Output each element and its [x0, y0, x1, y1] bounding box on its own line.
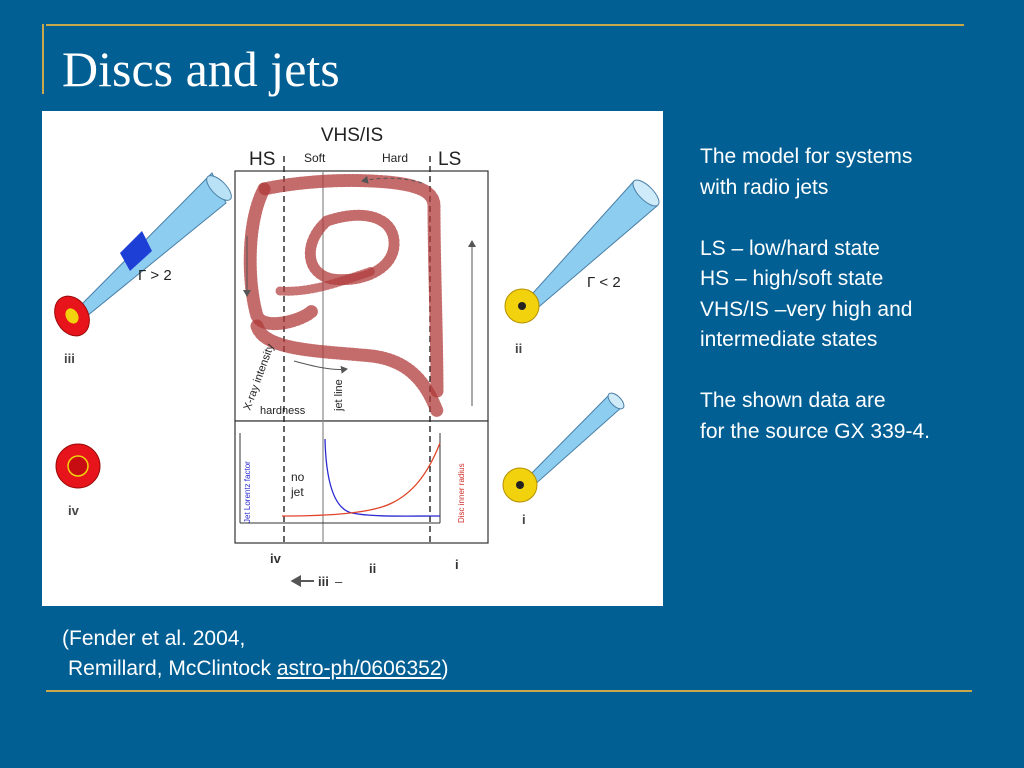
- description-line-5: VHS/IS –very high and: [700, 297, 913, 321]
- state-ii-illustration: [505, 176, 663, 323]
- model-description: [700, 142, 1010, 447]
- no-jet-label-2: jet: [291, 485, 304, 499]
- jet-disc-model-figure: [42, 111, 663, 606]
- citation-line-1: (Fender et al. 2004,: [62, 627, 246, 650]
- state-iii-bottom-label: iii: [318, 574, 329, 589]
- ls-label: LS: [438, 149, 462, 170]
- description-line-4: HS – high/soft state: [700, 267, 884, 290]
- state-i-illustration: [503, 390, 627, 502]
- left-rule: [42, 24, 44, 94]
- jet-line-label: jet line: [333, 379, 345, 411]
- citation-line-2: [62, 654, 449, 684]
- gamma-less-label: Γ < 2: [587, 274, 621, 291]
- state-i-label: i: [522, 512, 526, 527]
- state-ii-label: ii: [515, 341, 523, 356]
- state-ii-bottom-label: ii: [369, 561, 377, 576]
- description-line-3: LS – low/hard state: [700, 236, 880, 260]
- no-jet-label-1: no: [291, 470, 305, 484]
- lorentz-axis-label: Jet Lorentz factor: [243, 461, 252, 523]
- description-line-8: for the source GX 339-4.: [700, 419, 930, 443]
- state-iv-label: iv: [270, 551, 281, 566]
- bottom-rule: [46, 690, 972, 692]
- citation-authors: Remillard, McClintock: [68, 657, 277, 680]
- slide-title: Discs and jets: [62, 41, 340, 97]
- hard-label: Hard: [382, 151, 409, 165]
- description-line-2: with radio jets: [700, 175, 829, 199]
- state-i-bottom-label: i: [455, 557, 459, 572]
- description-line-6: intermediate states: [700, 328, 878, 351]
- figure-svg: [42, 111, 663, 606]
- state-iv-side-label: iv: [68, 503, 79, 518]
- radius-axis-label: Disc inner radius: [457, 463, 466, 523]
- state-iv-illustration: [56, 444, 100, 488]
- description-line-7: The shown data are: [700, 389, 886, 412]
- citation-close: ): [441, 657, 449, 680]
- description-line-1: The model for systems: [700, 145, 913, 168]
- lorentz-radius-panel: [235, 421, 488, 543]
- hardness-label: hardness: [260, 405, 306, 417]
- hs-label: HS: [249, 149, 276, 170]
- vhs-is-label: VHS/IS: [320, 125, 384, 146]
- arxiv-link[interactable]: astro-ph/0606352: [276, 657, 442, 680]
- soft-label: Soft: [304, 151, 326, 165]
- gamma-greater-label: Γ > 2: [138, 267, 172, 284]
- state-iii-label: iii: [64, 351, 75, 366]
- state-iii-illustration: [48, 172, 236, 342]
- dash-mark: –: [335, 574, 343, 589]
- top-rule: [46, 24, 964, 26]
- hardness-intensity-panel: [235, 171, 488, 421]
- xray-intensity-label: X-ray intensity: [241, 342, 277, 413]
- citation: [62, 624, 449, 684]
